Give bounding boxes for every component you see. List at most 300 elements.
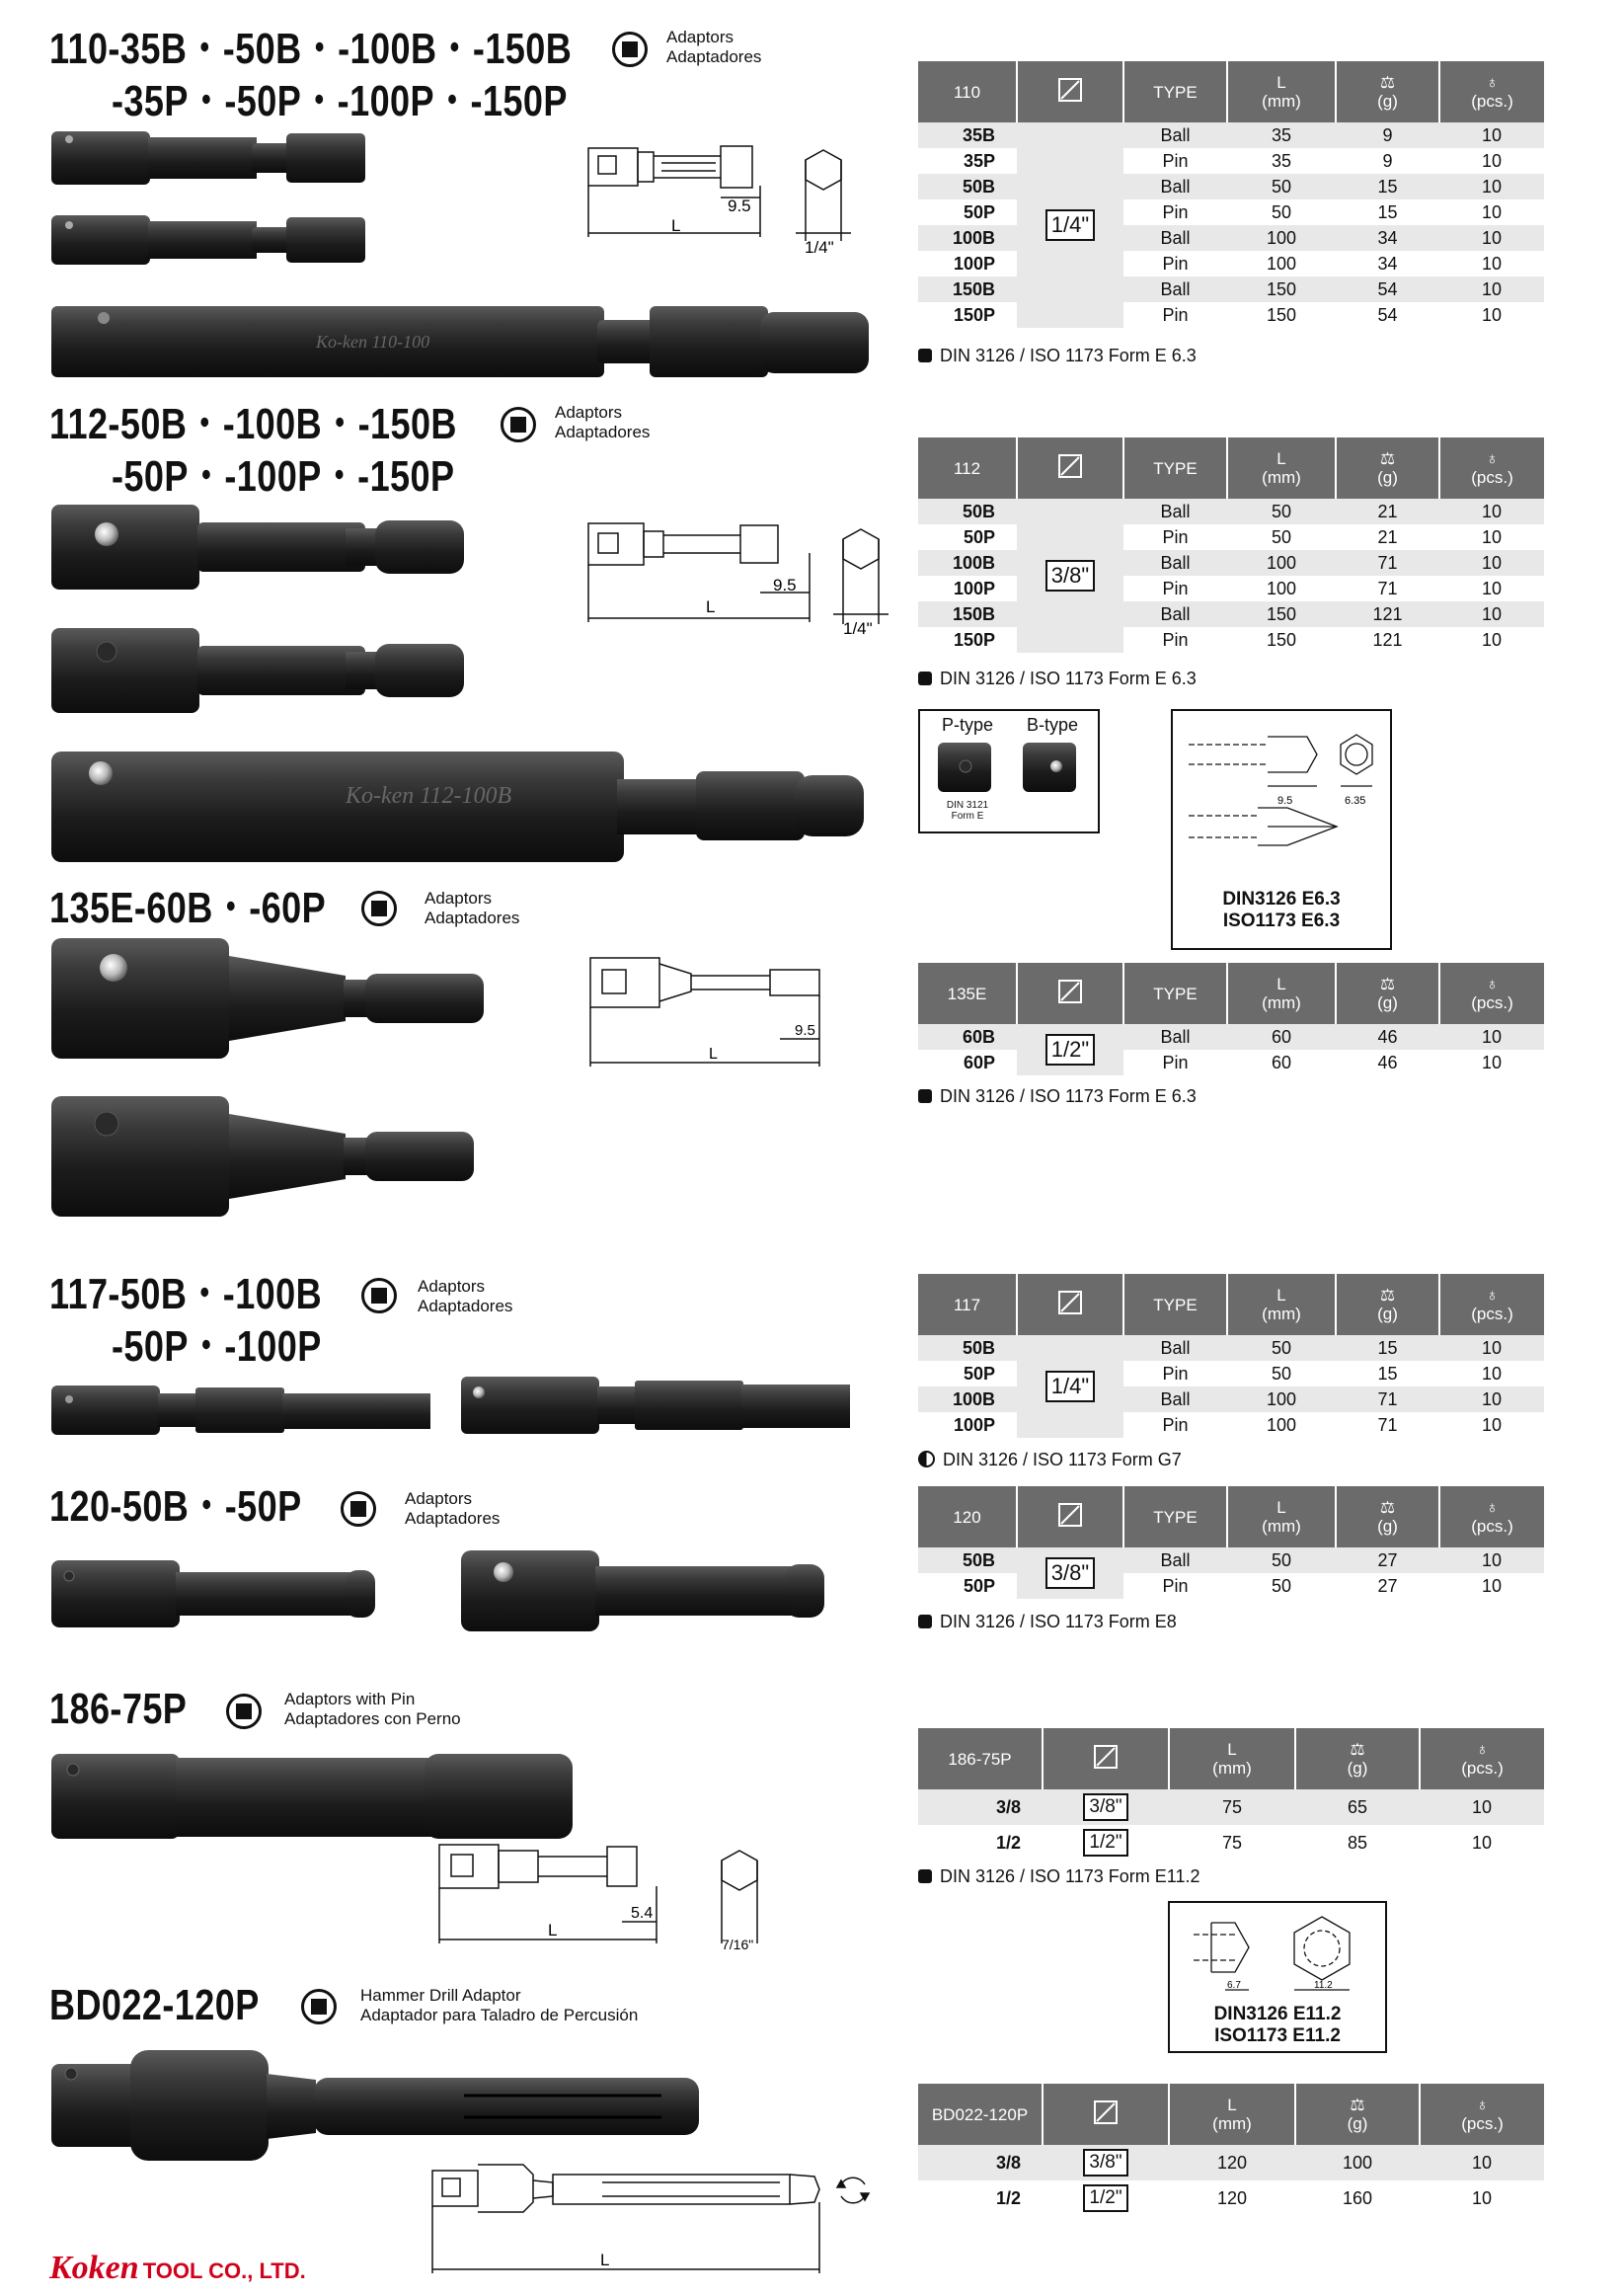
standard-112 [918, 669, 1197, 689]
cell-code: 100P [918, 576, 1017, 601]
g-label: (g) [1347, 2114, 1368, 2133]
col-drive-icon [1017, 61, 1123, 122]
title-135e: 135E-60B・-60P [49, 884, 327, 932]
table-row [918, 550, 1544, 576]
cell-length: 100 [1227, 1386, 1336, 1412]
cell-type: Ball [1123, 277, 1227, 302]
bag-icon: ♁ [1486, 975, 1499, 993]
cell-pcs: 10 [1439, 1573, 1544, 1599]
cell-code: 50B [918, 499, 1017, 524]
cell-pcs: 10 [1420, 1789, 1544, 1825]
cell-pcs: 10 [1420, 2145, 1544, 2180]
cell-code: 100B [918, 550, 1017, 576]
col-length [1169, 1728, 1295, 1789]
cell-drive-size [1043, 2180, 1169, 2216]
drive-size-badge: 1/2" [1045, 1034, 1095, 1066]
cell-pcs: 10 [1439, 199, 1544, 225]
cell-code: 50B [918, 1335, 1017, 1361]
cell-code: 50B [918, 174, 1017, 199]
cell-type: Ball [1123, 1024, 1227, 1050]
table-row [918, 225, 1544, 251]
cell-weight: 46 [1336, 1024, 1439, 1050]
cell-length: 35 [1227, 148, 1336, 174]
cell-pcs: 10 [1439, 1386, 1544, 1412]
dimension-drawing-110 [582, 138, 879, 257]
cell-length: 100 [1227, 251, 1336, 277]
table-row [918, 1024, 1544, 1050]
col-code: BD022-120P [918, 2084, 1043, 2145]
mm-label: (mm) [1212, 2114, 1252, 2133]
l-label: L [1276, 449, 1286, 468]
col-length [1227, 1274, 1336, 1335]
title-117-line1: 117-50B・-100B [49, 1270, 323, 1318]
cell-weight: 15 [1336, 1335, 1439, 1361]
dim-l: L [671, 216, 681, 235]
pcs-label: (pcs.) [1461, 2114, 1504, 2133]
cell-code: 1/2 [918, 1825, 1043, 1861]
cell-code: 150B [918, 601, 1017, 627]
company-name: TOOL CO., LTD. [142, 2258, 306, 2283]
cell-length: 50 [1227, 174, 1336, 199]
cell-drive-size [1017, 1335, 1123, 1438]
dim-l: L [548, 1921, 558, 1940]
cell-drive-size [1017, 122, 1123, 328]
cell-weight: 34 [1336, 225, 1439, 251]
adaptor-135e-60b-image [49, 936, 553, 1065]
adaptor-110-35-image [49, 123, 375, 193]
cell-length: 60 [1227, 1024, 1336, 1050]
din-e6-3-label [1173, 889, 1390, 932]
dimension-drawing-135e [582, 950, 839, 1069]
iso-label: ISO1173 E11.2 [1214, 2025, 1341, 2046]
cell-type: Ball [1123, 122, 1227, 148]
hex-icon [918, 1869, 932, 1883]
hex-icon [918, 1615, 932, 1628]
cell-length: 120 [1169, 2180, 1295, 2216]
desc-186 [284, 1690, 461, 1729]
cell-length: 50 [1227, 1335, 1336, 1361]
cell-type: Pin [1123, 199, 1227, 225]
dimension-drawing-112 [582, 514, 908, 637]
square-drive-icon [301, 1989, 337, 2024]
col-drive-icon [1017, 963, 1123, 1024]
cell-type: Pin [1123, 1361, 1227, 1386]
dim-1-4: 1/4" [843, 619, 873, 637]
hex-icon [918, 349, 932, 362]
cell-type: Ball [1123, 601, 1227, 627]
cell-code: 1/2 [918, 2180, 1043, 2216]
col-code: 117 [918, 1274, 1017, 1335]
table-row [918, 1412, 1544, 1438]
cell-code: 3/8 [918, 2145, 1043, 2180]
cell-length: 60 [1227, 1050, 1336, 1075]
col-code: 110 [918, 61, 1017, 122]
mm-label: (mm) [1212, 1759, 1252, 1778]
square-drive-icon [341, 1491, 376, 1527]
cell-drive-size [1043, 1789, 1169, 1825]
col-pcs [1439, 963, 1544, 1024]
table-row [918, 627, 1544, 653]
cell-length: 75 [1169, 1825, 1295, 1861]
iso-label: ISO1173 E6.3 [1222, 910, 1341, 931]
l-label: L [1227, 2096, 1237, 2114]
col-pcs [1439, 437, 1544, 499]
cell-length: 150 [1227, 627, 1336, 653]
title-bd022: BD022-120P [49, 1981, 260, 2029]
mm-label: (mm) [1262, 993, 1301, 1012]
drive-size-badge: 3/8" [1045, 1557, 1095, 1589]
cell-drive-size [1043, 2145, 1169, 2180]
dim-l: L [706, 597, 716, 616]
square-drive-icon [361, 1278, 397, 1313]
title-186: 186-75P [49, 1685, 188, 1733]
title-110-line1: 110-35B・-50B・-100B・-150B [49, 25, 573, 73]
cell-weight: 15 [1336, 1361, 1439, 1386]
cell-type: Pin [1123, 627, 1227, 653]
cell-pcs: 10 [1439, 627, 1544, 653]
cell-pcs: 10 [1439, 1412, 1544, 1438]
bag-icon: ♁ [1486, 1286, 1499, 1305]
box-dim-6-35: 6.35 [1345, 795, 1366, 807]
mm-label: (mm) [1262, 468, 1301, 487]
cell-pcs: 10 [1439, 148, 1544, 174]
title-112-line2: -50P・-100P・-150P [112, 452, 455, 501]
col-pcs [1439, 1274, 1544, 1335]
cell-length: 120 [1169, 2145, 1295, 2180]
drive-size-badge: 1/4" [1045, 1371, 1095, 1402]
cell-pcs: 10 [1420, 1825, 1544, 1861]
standard-text: DIN 3126 / ISO 1173 Form E 6.3 [940, 1086, 1197, 1106]
cell-weight: 121 [1336, 627, 1439, 653]
cell-pcs: 10 [1439, 174, 1544, 199]
cell-code: 50P [918, 199, 1017, 225]
standard-text: DIN 3126 / ISO 1173 Form E8 [940, 1612, 1177, 1631]
cell-code: 60B [918, 1024, 1017, 1050]
cell-pcs: 10 [1439, 1050, 1544, 1075]
table-row [918, 1361, 1544, 1386]
col-weight [1295, 2084, 1420, 2145]
pin-ball-type-box [918, 709, 1100, 833]
bag-icon: ♁ [1486, 1498, 1499, 1517]
cell-weight: 71 [1336, 550, 1439, 576]
cell-pcs: 10 [1439, 576, 1544, 601]
scale-icon: ⚖ [1379, 449, 1396, 468]
col-pcs [1439, 61, 1544, 122]
title-110-line2: -35P・-50P・-100P・-150P [112, 77, 568, 125]
table-row [918, 576, 1544, 601]
cell-pcs: 10 [1439, 550, 1544, 576]
cell-code: 150P [918, 302, 1017, 328]
cell-length: 50 [1227, 1547, 1336, 1573]
spec-table-110 [918, 61, 1544, 328]
spec-table-117 [918, 1274, 1544, 1438]
pcs-label: (pcs.) [1471, 1517, 1513, 1536]
din-label: DIN3126 E6.3 [1222, 889, 1341, 910]
cell-pcs: 10 [1439, 1547, 1544, 1573]
cell-length: 50 [1227, 199, 1336, 225]
cell-weight: 100 [1295, 2145, 1420, 2180]
din-e11-2-label [1170, 2004, 1385, 2047]
col-weight [1336, 963, 1439, 1024]
cell-length: 50 [1227, 524, 1336, 550]
dim-5-4: 5.4 [631, 1905, 654, 1922]
col-type: TYPE [1123, 963, 1227, 1024]
square-drive-icon [501, 407, 536, 442]
table-row [918, 1335, 1544, 1361]
standard-110 [918, 346, 1197, 366]
cell-code: 50P [918, 1361, 1017, 1386]
cell-drive-size [1043, 1825, 1169, 1861]
cell-pcs: 10 [1439, 1335, 1544, 1361]
scale-icon: ⚖ [1350, 1740, 1365, 1759]
cell-pcs: 10 [1439, 122, 1544, 148]
cell-pcs: 10 [1439, 277, 1544, 302]
cell-drive-size [1017, 1547, 1123, 1599]
table-row [918, 174, 1544, 199]
table-row [918, 524, 1544, 550]
cell-pcs: 10 [1439, 225, 1544, 251]
cell-type: Pin [1123, 576, 1227, 601]
table-row [918, 1825, 1544, 1861]
cell-code: 100B [918, 225, 1017, 251]
desc-en: Adaptors [666, 28, 735, 46]
cell-pcs: 10 [1439, 1361, 1544, 1386]
col-drive-icon [1017, 1274, 1123, 1335]
l-label: L [1276, 975, 1286, 993]
pcs-label: (pcs.) [1461, 1759, 1504, 1778]
p-type-image [936, 741, 995, 796]
cell-weight: 27 [1336, 1573, 1439, 1599]
desc-bd022 [360, 1986, 638, 2025]
brand-name: Koken [49, 2250, 139, 2286]
box-dim-6-7: 6.7 [1227, 1980, 1241, 1991]
table-row [918, 1386, 1544, 1412]
dim-9-5: 9.5 [795, 1022, 815, 1039]
cell-code: 35B [918, 122, 1017, 148]
cell-length: 50 [1227, 1573, 1336, 1599]
col-drive-icon [1017, 437, 1123, 499]
desc-135e [425, 889, 519, 928]
cell-code: 150P [918, 627, 1017, 653]
desc-en: Adaptors [425, 889, 493, 908]
square-drive-icon [226, 1694, 262, 1729]
cell-weight: 34 [1336, 251, 1439, 277]
cell-weight: 21 [1336, 499, 1439, 524]
cell-code: 150B [918, 277, 1017, 302]
cell-length: 50 [1227, 1361, 1336, 1386]
din-note-2: Form E [951, 811, 984, 822]
col-type: TYPE [1123, 1274, 1227, 1335]
spec-table-120 [918, 1486, 1544, 1599]
cell-type: Ball [1123, 1547, 1227, 1573]
square-drive-icon [612, 32, 648, 67]
cell-pcs: 10 [1439, 1024, 1544, 1050]
adaptor-112-150-image [49, 746, 869, 869]
tool-engraving: Ko-ken 110-100 [316, 332, 430, 352]
table-row [918, 277, 1544, 302]
cell-length: 35 [1227, 122, 1336, 148]
cell-pcs: 10 [1439, 499, 1544, 524]
standard-120 [918, 1612, 1177, 1632]
cell-weight: 46 [1336, 1050, 1439, 1075]
col-type: TYPE [1123, 1486, 1227, 1547]
cell-pcs: 10 [1439, 524, 1544, 550]
cell-weight: 54 [1336, 277, 1439, 302]
cell-type: Ball [1123, 174, 1227, 199]
dim-l: L [600, 2251, 610, 2269]
desc-en: Hammer Drill Adaptor [360, 1986, 521, 2005]
drive-size-badge: 3/8" [1083, 1793, 1127, 1821]
cell-code: 100P [918, 1412, 1017, 1438]
g-label: (g) [1377, 92, 1398, 111]
din-e11-2-drawing-box [1168, 1901, 1387, 2053]
desc-117 [418, 1277, 512, 1316]
col-type: TYPE [1123, 437, 1227, 499]
standard-text: DIN 3126 / ISO 1173 Form E11.2 [940, 1866, 1200, 1886]
col-weight [1336, 61, 1439, 122]
pcs-label: (pcs.) [1471, 92, 1513, 111]
cell-type: Ball [1123, 499, 1227, 524]
table-row [918, 1789, 1544, 1825]
adaptor-112-100-image [49, 622, 474, 721]
col-weight [1336, 1486, 1439, 1547]
col-drive-icon [1043, 1728, 1169, 1789]
g-label: (g) [1377, 993, 1398, 1012]
scale-icon: ⚖ [1379, 1286, 1396, 1305]
spec-table-bd022 [918, 2084, 1544, 2216]
tool-engraving: Ko-ken 112-100B [346, 783, 512, 809]
p-type-label: P-type [942, 715, 994, 735]
cell-code: 50P [918, 524, 1017, 550]
cell-weight: 65 [1295, 1789, 1420, 1825]
table-row [918, 499, 1544, 524]
din-note [938, 800, 997, 822]
pcs-label: (pcs.) [1471, 468, 1513, 487]
dimension-drawing-186 [429, 1837, 775, 1950]
dim-7-16: 7/16" [722, 1937, 754, 1950]
cell-pcs: 10 [1439, 251, 1544, 277]
standard-186 [918, 1866, 1199, 1887]
mm-label: (mm) [1262, 92, 1301, 111]
cell-weight: 54 [1336, 302, 1439, 328]
standard-text: DIN 3126 / ISO 1173 Form E 6.3 [940, 669, 1197, 688]
cell-code: 60P [918, 1050, 1017, 1075]
scale-icon: ⚖ [1379, 1498, 1396, 1517]
l-label: L [1276, 1498, 1286, 1517]
cell-weight: 9 [1336, 122, 1439, 148]
cell-type: Pin [1123, 148, 1227, 174]
table-row [918, 199, 1544, 225]
desc-en: Adaptors [405, 1489, 473, 1508]
koken-logo [49, 2250, 306, 2287]
b-type-label: B-type [1027, 715, 1079, 735]
adaptor-117-50-image [49, 1378, 434, 1447]
half-circle-icon [918, 1451, 935, 1467]
adaptor-110-100-image [49, 296, 879, 390]
cell-weight: 121 [1336, 601, 1439, 627]
spec-table-186 [918, 1728, 1544, 1861]
dim-9-5: 9.5 [728, 197, 751, 215]
cell-type: Ball [1123, 1386, 1227, 1412]
standard-135e [918, 1086, 1197, 1107]
square-drive-icon [361, 891, 397, 926]
table-row [918, 2145, 1544, 2180]
b-type-image [1021, 741, 1080, 796]
cell-drive-size [1017, 1024, 1123, 1075]
cell-weight: 15 [1336, 174, 1439, 199]
desc-112 [555, 403, 650, 442]
table-row [918, 2180, 1544, 2216]
desc-es: Adaptadores [425, 909, 520, 927]
box-dim-11-2: 11.2 [1314, 1980, 1333, 1991]
table-row [918, 251, 1544, 277]
din-note-1: DIN 3121 [946, 800, 989, 811]
cell-length: 75 [1169, 1789, 1295, 1825]
table-row [918, 122, 1544, 148]
pcs-label: (pcs.) [1471, 1305, 1513, 1323]
dimension-drawing-bd022 [425, 2153, 879, 2281]
l-label: L [1276, 1286, 1286, 1305]
standard-text: DIN 3126 / ISO 1173 Form E 6.3 [940, 346, 1197, 365]
dim-l: L [709, 1046, 718, 1063]
desc-120 [405, 1489, 500, 1529]
cell-weight: 21 [1336, 524, 1439, 550]
cell-type: Ball [1123, 225, 1227, 251]
desc-es: Adaptadores [405, 1509, 501, 1528]
cell-type: Ball [1123, 550, 1227, 576]
adaptor-110-50-image [49, 207, 375, 272]
cell-pcs: 10 [1420, 2180, 1544, 2216]
desc-en: Adaptors [418, 1277, 486, 1296]
cell-weight: 71 [1336, 576, 1439, 601]
cell-type: Pin [1123, 1573, 1227, 1599]
col-code: 112 [918, 437, 1017, 499]
l-label: L [1227, 1740, 1237, 1759]
desc-en: Adaptors with Pin [284, 1690, 416, 1708]
bag-icon: ♁ [1476, 1740, 1489, 1759]
g-label: (g) [1377, 1305, 1398, 1323]
cell-type: Pin [1123, 1412, 1227, 1438]
adaptor-120-50p-image [49, 1554, 385, 1633]
cell-weight: 9 [1336, 148, 1439, 174]
cell-length: 100 [1227, 225, 1336, 251]
drive-size-badge: 3/8" [1083, 2149, 1127, 2177]
col-code: 120 [918, 1486, 1017, 1547]
cell-type: Ball [1123, 1335, 1227, 1361]
col-length [1227, 437, 1336, 499]
desc-es: Adaptadores con Perno [284, 1709, 461, 1728]
col-pcs [1439, 1486, 1544, 1547]
din-label: DIN3126 E11.2 [1213, 2004, 1342, 2024]
cell-pcs: 10 [1439, 302, 1544, 328]
table-row [918, 148, 1544, 174]
col-pcs [1420, 2084, 1544, 2145]
bag-icon: ♁ [1486, 449, 1499, 468]
cell-code: 3/8 [918, 1789, 1043, 1825]
adaptor-135e-60p-image [49, 1094, 553, 1223]
cell-length: 100 [1227, 1412, 1336, 1438]
scale-icon: ⚖ [1350, 2096, 1365, 2114]
desc-es: Adaptadores [418, 1297, 513, 1315]
dim-1-4: 1/4" [805, 238, 834, 257]
cell-length: 150 [1227, 277, 1336, 302]
hex-icon [918, 1089, 932, 1103]
desc-110 [666, 28, 761, 67]
cell-code: 35P [918, 148, 1017, 174]
box-dim-9-5: 9.5 [1277, 795, 1293, 807]
col-length [1227, 963, 1336, 1024]
col-weight [1336, 1274, 1439, 1335]
